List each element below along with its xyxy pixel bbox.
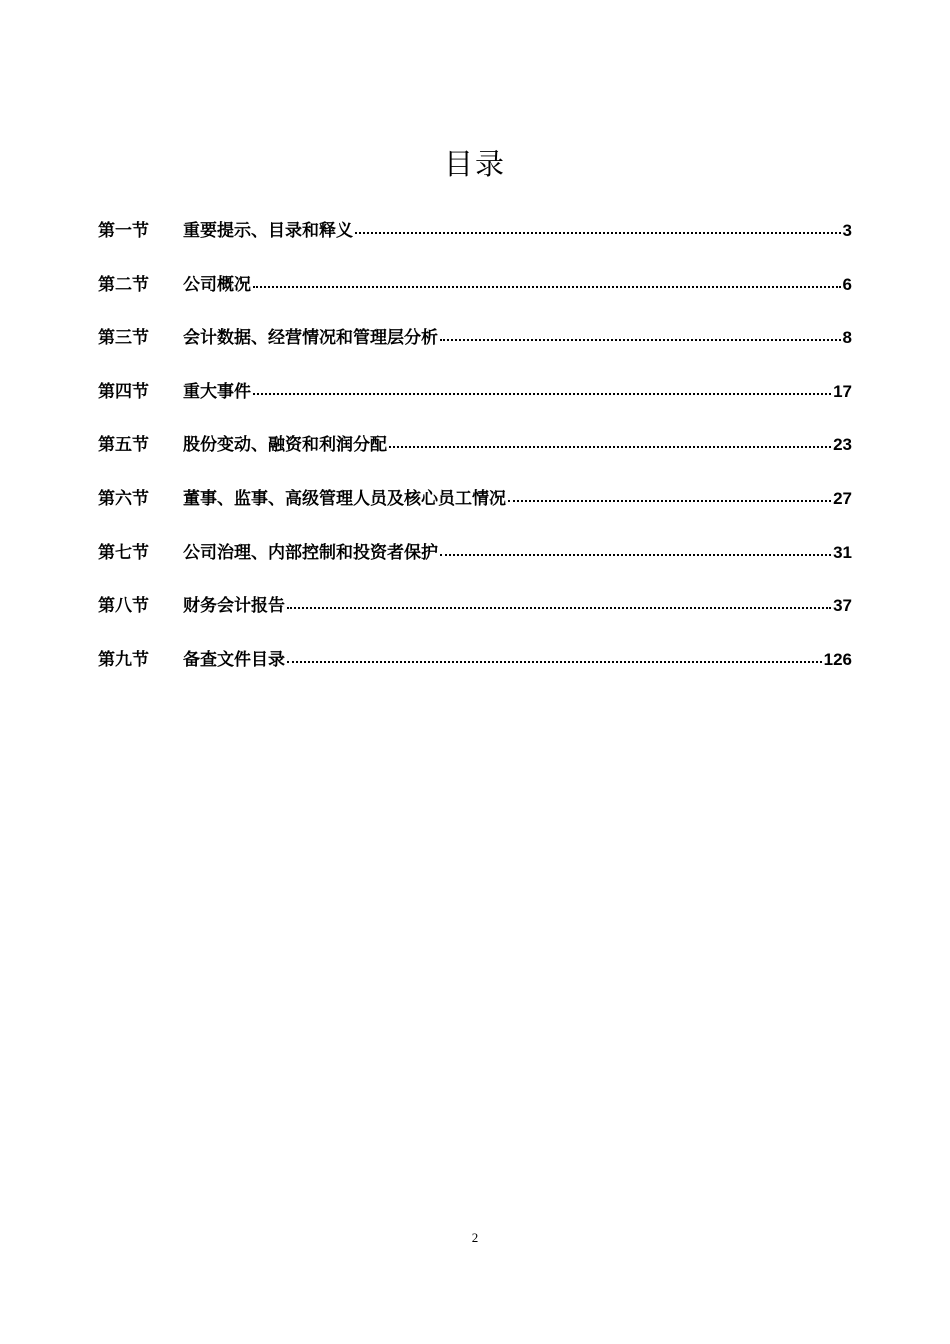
toc-entry-title: 股份变动、融资和利润分配 [183,435,387,456]
toc-page-number: 126 [823,649,852,669]
toc-entry-title: 备查文件目录 [183,649,285,670]
toc-page-number: 31 [833,542,852,562]
toc-entry-title: 公司治理、内部控制和投资者保护 [183,542,438,563]
dot-leader [287,606,831,609]
dot-leader [508,499,831,502]
page-number: 2 [471,1230,479,1245]
toc-page-number: 23 [833,435,852,455]
toc-section-label: 第一节 [98,221,149,241]
toc-page-number: 17 [833,381,852,401]
toc-section-label: 第五节 [98,435,149,456]
toc-section-label: 第七节 [98,542,149,563]
toc-section-label: 第三节 [98,328,149,349]
toc-section-label: 第二节 [98,274,149,295]
dot-leader [440,338,841,341]
toc-entry-6[interactable] [98,479,852,533]
toc-section-label: 第九节 [98,649,149,670]
toc-entry-8[interactable] [98,586,852,640]
dot-leader [440,553,831,556]
toc-entry-title: 公司概况 [183,274,251,295]
toc-entry-title: 董事、监事、高级管理人员及核心员工情况 [183,488,506,509]
toc-section-label: 第八节 [98,596,149,617]
toc-section-label: 第四节 [98,381,149,402]
toc-entry-9[interactable] [98,640,852,694]
dot-leader [389,445,831,448]
toc-entry-5[interactable] [98,425,852,479]
dot-leader [253,285,841,288]
toc-page-number: 27 [833,488,852,508]
toc-entry-4[interactable] [98,372,852,426]
toc-entry-title: 会计数据、经营情况和管理层分析 [183,328,438,349]
toc-page-number: 3 [842,221,852,240]
table-of-contents [98,211,852,693]
toc-page-number: 8 [842,328,852,348]
dot-leader [287,660,822,663]
toc-entry-title: 重大事件 [183,381,251,402]
page-title: 目录 [443,147,506,181]
toc-entry-7[interactable] [98,533,852,587]
toc-entry-2[interactable] [98,265,852,319]
toc-page-number: 6 [842,274,852,294]
toc-entry-title: 财务会计报告 [183,596,285,617]
toc-entry-title: 重要提示、目录和释义 [183,221,353,241]
toc-section-label: 第六节 [98,488,149,509]
dot-leader [355,231,841,234]
toc-entry-1[interactable] [98,211,852,265]
toc-entry-3[interactable] [98,318,852,372]
toc-page-number: 37 [833,596,852,616]
dot-leader [253,392,831,395]
